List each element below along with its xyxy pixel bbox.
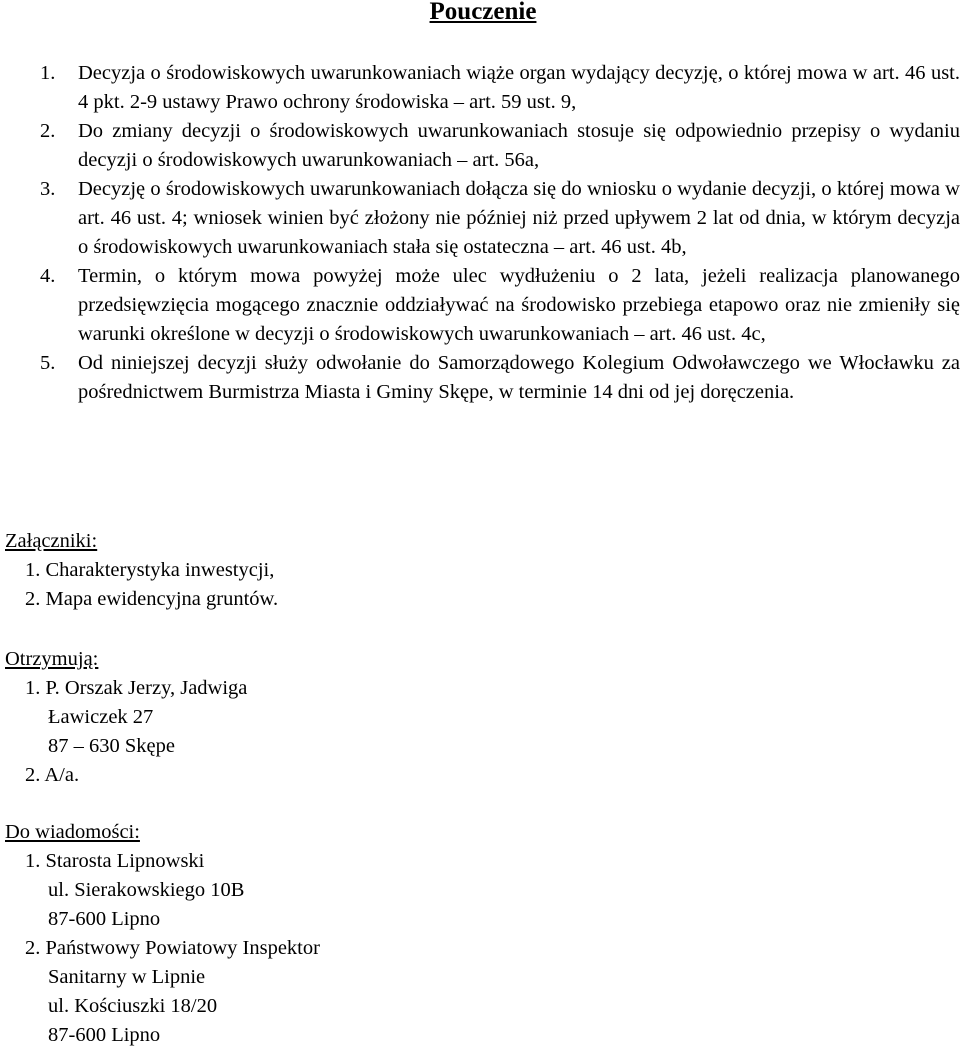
instruction-text: Do zmiany decyzji o środowiskowych uwarunkowaniach stosuje się odpowiednio przepisy o wydaniu decyzji o środowiskowych uwarunkowaniach – art. 56a, xyxy=(78,120,960,171)
instruction-text: Decyzja o środowiskowych uwarunkowaniach wiąże organ wydający decyzję, o której mowa w art. 46 ust. 4 pkt. 2-9 ustawy Prawo ochrony środowiska – art. 59 ust. 9, xyxy=(78,62,960,113)
attachments-section xyxy=(5,527,905,614)
cc-line: ul. Kościuszki 18/20 xyxy=(48,995,218,1017)
instruction-text: Decyzję o środowiskowych uwarunkowaniach dołącza się do wniosku o wydanie decyzji, o której mowa w art. 46 ust. 4; wniosek winien być złożony nie później niż przed upływem 2 lat od dnia, w którym decyzja o środowiskowych uwarunkowaniach stała się ostateczna – art. 46 ust. 4b, xyxy=(78,178,960,258)
instruction-number: 1. xyxy=(40,62,56,84)
document-title: Pouczenie xyxy=(429,0,537,25)
attachments-heading: Załączniki: xyxy=(5,530,98,552)
instruction-item xyxy=(0,262,960,349)
instruction-number: 5. xyxy=(40,352,56,374)
cc-line: 87-600 Lipno xyxy=(48,1024,161,1046)
instruction-text: Od niniejszej decyzji służy odwołanie do Samorządowego Kolegium Odwoławczego we Włocławku za pośrednictwem Burmistrza Miasta i Gminy Skępe, w terminie 14 dni od jej doręczenia. xyxy=(78,352,960,403)
cc-line: 1. Starosta Lipnowski xyxy=(25,850,205,872)
instruction-number: 2. xyxy=(40,120,56,142)
recipient-line: Ławiczek 27 xyxy=(48,706,154,728)
instruction-item xyxy=(0,349,960,407)
attachment-item: 1. Charakterystyka inwestycji, xyxy=(25,559,275,581)
recipient-line: 2. A/a. xyxy=(25,764,80,786)
recipients-heading: Otrzymują: xyxy=(5,648,99,670)
cc-section xyxy=(5,818,905,1050)
recipients-section xyxy=(5,645,905,790)
instructions-list xyxy=(0,59,960,407)
cc-line: Sanitarny w Lipnie xyxy=(48,966,206,988)
cc-line: ul. Sierakowskiego 10B xyxy=(48,879,245,901)
recipient-line: 87 – 630 Skępe xyxy=(48,735,175,757)
instruction-number: 3. xyxy=(40,178,56,200)
instruction-item xyxy=(0,59,960,117)
instruction-item xyxy=(0,117,960,175)
cc-heading: Do wiadomości: xyxy=(5,821,140,843)
recipient-line: 1. P. Orszak Jerzy, Jadwiga xyxy=(25,677,248,699)
cc-line: 87-600 Lipno xyxy=(48,908,161,930)
cc-line: 2. Państwowy Powiatowy Inspektor xyxy=(25,937,320,959)
instruction-text: Termin, o którym mowa powyżej może ulec wydłużeniu o 2 lata, jeżeli realizacja planowanego przedsięwzięcia mogącego znacznie oddziaływać na środowisko przebiega etapowo oraz nie zmieniły się warunki określone w decyzji o środowiskowych uwarunkowaniach – art. 46 ust. 4c, xyxy=(78,265,960,345)
instruction-number: 4. xyxy=(40,265,56,287)
attachment-item: 2. Mapa ewidencyjna gruntów. xyxy=(25,588,279,610)
instruction-item xyxy=(0,175,960,262)
